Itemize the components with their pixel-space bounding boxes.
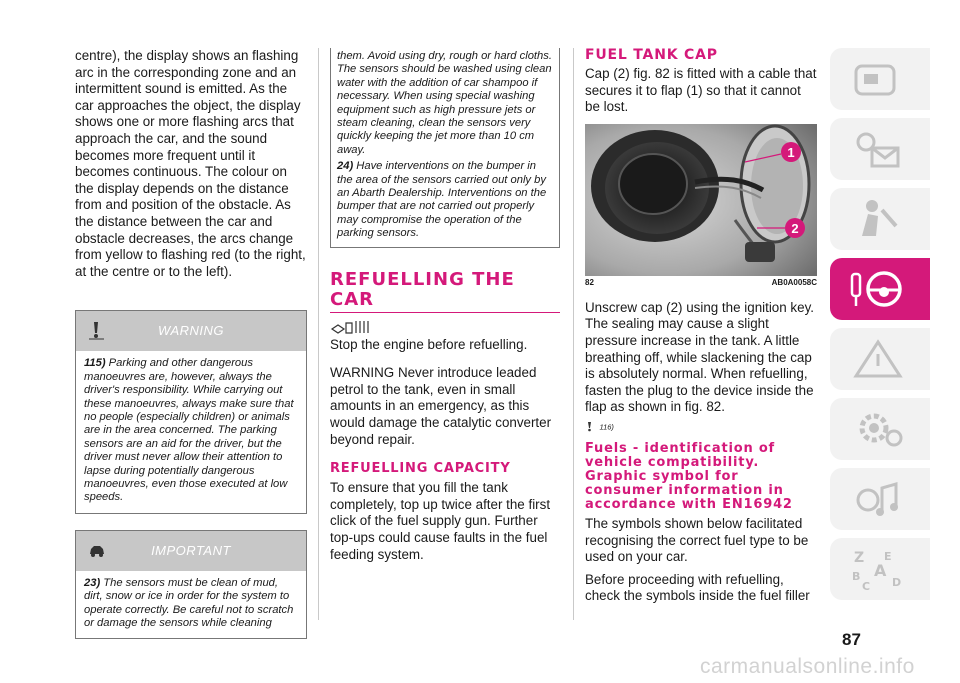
tab-maintenance[interactable] xyxy=(830,398,930,460)
figure-number: 82 xyxy=(585,277,594,287)
tab-dashboard[interactable] xyxy=(830,48,930,110)
multimedia-music-icon xyxy=(848,476,908,522)
watermark: carmanualsonline.info xyxy=(700,655,915,678)
important-continued-box xyxy=(330,48,560,248)
important-title: IMPORTANT xyxy=(151,542,231,558)
unscrew-paragraph: Unscrew cap (2) using the ignition key. The sealing may cause a slight pressure increase in the tank. A little breathing off, while slackening the cap is absolutely normal. When refuelling, fasten the plug to the device inside the flap as shown in fig. 82. xyxy=(585,299,814,415)
column-1 xyxy=(75,48,307,639)
warning-ref: 115) xyxy=(84,357,106,370)
ref-116 xyxy=(585,418,817,436)
warning-hand-small-icon xyxy=(585,421,595,432)
alphabet-index-icon xyxy=(848,546,908,592)
refuel-paragraph-1: Stop the engine before refuelling. xyxy=(330,336,528,352)
warning-body xyxy=(76,351,306,512)
steering-key-icon xyxy=(848,266,908,312)
tab-index[interactable] xyxy=(830,538,930,600)
tab-emergency[interactable] xyxy=(830,328,930,390)
svg-text:A: A xyxy=(874,561,887,580)
warning-box xyxy=(75,310,307,513)
figure-code: AB0A0058C xyxy=(771,277,817,287)
svg-text:D: D xyxy=(892,576,902,589)
important-text: The sensors must be clean of mud, dirt, snow or ice in order for the system to operate correctly. Be careful not to scratch or damage the sensors while cleaning xyxy=(84,576,294,629)
car-dashboard-icon xyxy=(848,56,908,102)
capacity-paragraph: To ensure that you fill the tank completely, top up twice after the first click of the fuel supply gun. Further top-ups could cause faults in the fuel feeding system. xyxy=(330,480,551,562)
maintenance-gear-icon xyxy=(848,406,908,452)
fuel-cap-paragraph: Cap (2) fig. 82 is fitted with a cable that secures it to flap (1) so that it cannot be lost. xyxy=(585,66,817,115)
lights-message-icon xyxy=(848,126,908,172)
seat-airbag-icon xyxy=(848,196,908,242)
chapter-tabs xyxy=(830,48,930,608)
fuels-paragraph-2: Before proceeding with refuelling, check the symbols inside the fuel filler xyxy=(585,571,810,604)
fuel-cap-heading: FUEL TANK CAP xyxy=(585,47,718,63)
stop-engine-icon xyxy=(330,319,374,335)
tab-lights[interactable] xyxy=(830,118,930,180)
column-3 xyxy=(585,48,817,605)
important-ref-24: 24) xyxy=(337,160,354,173)
svg-text:B: B xyxy=(852,570,861,583)
fuels-paragraph-1: The symbols shown below facilitated recognising the correct fuel type to be used on your car. xyxy=(585,515,809,565)
tab-safety[interactable] xyxy=(830,188,930,250)
tab-starting-driving[interactable] xyxy=(830,258,930,320)
callout-2: 2 xyxy=(791,220,799,236)
svg-text:Z: Z xyxy=(854,550,865,566)
warning-triangle-icon xyxy=(848,336,908,382)
important-continued-text: them. Avoid using dry, rough or hard cloths. The sensors should be washed using clean water with the addition of car shampoo if necessary. When using special washing equipment such as high pressure jets or steam cleaning, clean the sensors very quickly keeping the jet more than 10 cm away. xyxy=(337,50,552,156)
column-2 xyxy=(330,48,560,563)
important-box xyxy=(75,530,307,640)
figure-82 xyxy=(585,124,817,292)
important-body xyxy=(76,571,306,639)
ref-116-text: 116) xyxy=(599,422,614,432)
refuelling-heading: REFUELLING THE CAR xyxy=(330,268,515,310)
svg-text:C: C xyxy=(862,580,871,592)
warning-header xyxy=(76,311,306,351)
intro-paragraph: centre), the display shows an flashing arc in the corresponding zone and an intermittent sound is emitted. As the car approaches the object, the display shows one or more flashing arcs that approach the car, and the sound becomes more frequent until it becomes continuous. The colour on the display depends on the distance from and position of the obstacle. As the distance between the car and obstacle decreases, the arcs change from yellow to flashing red (to the right, at the centre or to the left). xyxy=(75,48,306,279)
tab-multimedia[interactable] xyxy=(830,468,930,530)
heading-rule xyxy=(330,312,560,313)
callout-1: 1 xyxy=(787,144,795,160)
column-divider-1 xyxy=(318,48,319,620)
refuel-paragraph-2: WARNING Never introduce leaded petrol to the tank, even in small amounts in an emergency, as this would damage the catalytic converter beyond repair. xyxy=(330,365,552,447)
svg-text:E: E xyxy=(884,550,892,563)
column-divider-2 xyxy=(573,48,574,620)
warning-title: WARNING xyxy=(157,323,225,339)
page-number: 87 xyxy=(842,630,861,649)
fuels-heading: Fuels - identification of vehicle compatibility. Graphic symbol for consumer information in accordance with EN16942 xyxy=(585,440,793,512)
important-header xyxy=(76,531,306,571)
important-text-24: Have interventions on the bumper in the area of the sensors carried out only by an Abarth Dealership. Interventions on the bumper that are not carried out properly may compromise the operation of the parking sensors. xyxy=(337,160,547,240)
fuel-cap-photo xyxy=(585,124,817,276)
warning-text: Parking and other dangerous manoeuvres are, however, always the driver's responsibility. While carrying out these manoeuvres, always make sure that no people (especially children) or animals are in the area concerned. The parking sensors are an aid for the driver, but the driver must never allow their attention to lapse during potentially dangerous manoeuvres, even those executed at low speeds. xyxy=(84,357,294,504)
capacity-heading: REFUELLING CAPACITY xyxy=(330,461,511,477)
important-ref: 23) xyxy=(84,576,101,589)
